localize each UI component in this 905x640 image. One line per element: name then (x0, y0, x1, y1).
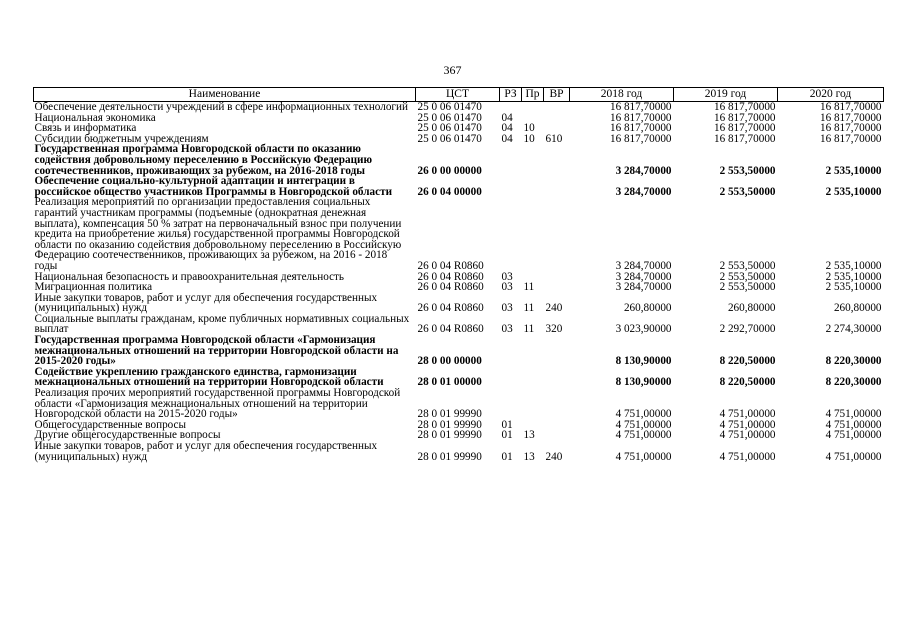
cell-2020: 2 535,10000 (825, 185, 882, 198)
cell-vr (544, 197, 570, 271)
cell-pr: 10 (523, 132, 535, 145)
cell-2019: 2 553,50000 (719, 185, 776, 198)
cell-cst: 28 0 00 00000 (417, 355, 482, 368)
cell-cst: 25 0 06 01470 (417, 132, 482, 145)
cell-2018: 3 284,70000 (615, 281, 672, 294)
cell-2019: 2 292,70000 (719, 323, 776, 336)
cell-name: Реализация прочих мероприятий государственной программы Новгородской области «Гармонизация межнациональных отношений на территории Новгородской области на 2015-2020 годы» (34, 387, 401, 421)
cell-cst: 25 0 06 01470 (417, 122, 482, 135)
cell-rz (500, 102, 522, 113)
header-2018: 2018 год (570, 88, 674, 102)
cell-pr: 11 (523, 302, 535, 315)
cell-cst: 25 0 06 01470 (417, 101, 482, 113)
cell-rz: 01 (501, 450, 513, 463)
cell-vr: 610 (545, 132, 563, 145)
cell-2020: 4 751,00000 (825, 418, 882, 431)
cell-2020: 4 751,00000 (825, 408, 882, 421)
cell-pr: 10 (523, 122, 535, 135)
cell-2018: 3 284,70000 (615, 270, 672, 283)
cell-pr (522, 388, 544, 420)
cell-2018: 4 751,00000 (615, 418, 672, 431)
cell-2020: 16 817,70000 (819, 101, 882, 113)
cell-name: Реализация мероприятий по организации предоставления социальных гарантий участникам программы (подъемные (однократная денежная выплата), компенсация 50 % затрат на первоначальный взнос при получении кредита на приобретение жилья) государственной программы Новгородской области по оказанию содействия добровольному переселению в Российскую Федерацию соотечественников, проживающих за рубежом, на 2016 - 2018 годы (34, 196, 402, 272)
cell-cst: 26 0 04 R0860 (417, 259, 484, 272)
table-row (34, 314, 884, 335)
cell-name: Связь и информатика (34, 122, 137, 135)
cell-rz: 03 (501, 323, 513, 336)
cell-2020: 16 817,70000 (819, 111, 882, 124)
cell-pr: 13 (523, 429, 535, 442)
cell-name: Обеспечение социально-культурной адаптации и интеграции в российское общество участников Программы в Новгородской области (34, 175, 393, 198)
cell-name: Общегосударственные вопросы (34, 418, 187, 431)
cell-pr (522, 367, 544, 388)
cell-2020: 4 751,00000 (825, 429, 882, 442)
cell-rz: 03 (501, 281, 513, 294)
cell-name: Обеспечение деятельности учреждений в сфере информационных технологий (34, 101, 408, 113)
cell-vr (544, 282, 570, 293)
table-row (34, 144, 884, 176)
cell-rz (500, 367, 522, 388)
cell-cst: 28 0 01 00000 (417, 376, 482, 389)
cell-2018: 4 751,00000 (615, 408, 672, 421)
cell-2018: 3 284,70000 (615, 164, 672, 177)
cell-2020: 16 817,70000 (819, 132, 882, 145)
cell-2018: 16 817,70000 (609, 122, 672, 135)
cell-cst: 26 0 04 R0860 (417, 323, 484, 336)
table-header-row (34, 88, 884, 102)
cell-2019: 4 751,00000 (719, 408, 776, 421)
cell-vr: 320 (545, 323, 563, 336)
cell-name: Содействие укреплению гражданского единства, гармонизации межнациональных отношений на территории Новгородской области (34, 365, 384, 389)
header-2020: 2020 год (778, 88, 884, 102)
cell-rz: 04 (501, 111, 513, 124)
cell-2020: 2 535,10000 (825, 259, 882, 272)
cell-name: Субсидии бюджетным учреждениям (34, 132, 209, 145)
cell-name: Национальная безопасность и правоохранительная деятельность (34, 270, 345, 283)
cell-2018: 16 817,70000 (609, 101, 672, 113)
cell-2020: 2 535,10000 (825, 270, 882, 283)
cell-rz (500, 388, 522, 420)
cell-vr: 240 (545, 450, 563, 463)
cell-pr: 13 (523, 450, 535, 463)
table-row (34, 293, 884, 314)
cell-cst: 26 0 04 R0860 (417, 281, 484, 294)
cell-pr (522, 144, 544, 176)
cell-name: Государственная программа Новгородской области по оказанию содействия добровольному переселению в Российскую Федерацию соотечественников, проживающих за рубежом, на 2016-2018 годы (34, 143, 373, 177)
cell-vr (544, 176, 570, 197)
cell-vr: 240 (545, 302, 563, 315)
cell-2018: 3 023,90000 (615, 323, 672, 336)
table-body (34, 102, 884, 463)
cell-pr (522, 176, 544, 197)
cell-vr (544, 420, 570, 431)
cell-vr (544, 335, 570, 367)
cell-rz: 04 (501, 122, 513, 135)
cell-2019: 8 220,50000 (719, 376, 776, 389)
table-row (34, 441, 884, 462)
page-number: 367 (443, 63, 462, 77)
cell-2019: 4 751,00000 (719, 429, 776, 442)
cell-2019: 4 751,00000 (719, 418, 776, 431)
cell-rz (500, 176, 522, 197)
header-rz: РЗ (500, 88, 522, 102)
cell-vr (544, 113, 570, 124)
cell-rz (500, 335, 522, 367)
cell-cst: 26 0 04 00000 (417, 185, 482, 198)
cell-name: Государственная программа Новгородской области «Гармонизация межнациональных отношений на территории Новгородской области на 2015-2020 годы» (34, 334, 399, 368)
cell-2018: 8 130,90000 (615, 355, 672, 368)
cell-pr (522, 197, 544, 271)
header-vr: ВР (544, 88, 570, 102)
cell-2020: 2 274,30000 (825, 323, 882, 336)
header-name: Наименование (34, 88, 416, 102)
cell-vr (544, 102, 570, 113)
cell-2020: 8 220,30000 (825, 355, 882, 368)
cell-cst: 26 0 00 00000 (417, 164, 482, 177)
cell-pr (522, 335, 544, 367)
cell-vr (544, 367, 570, 388)
cell-2019: 4 751,00000 (719, 450, 776, 463)
cell-name: Национальная экономика (34, 111, 156, 124)
cell-2019: 16 817,70000 (713, 111, 776, 124)
cell-rz: 04 (501, 132, 513, 145)
cell-2019: 8 220,50000 (719, 355, 776, 368)
cell-cst: 26 0 04 R0860 (417, 302, 484, 315)
cell-2019: 2 553,50000 (719, 281, 776, 294)
cell-cst: 26 0 04 R0860 (417, 270, 484, 283)
cell-2020: 4 751,00000 (825, 450, 882, 463)
cell-2019: 16 817,70000 (713, 101, 776, 113)
cell-rz: 01 (501, 418, 513, 431)
cell-name: Иные закупки товаров, работ и услуг для обеспечения государственных (муниципальных) нужд (34, 440, 378, 463)
table-row (34, 367, 884, 388)
cell-vr (544, 272, 570, 283)
cell-2019: 16 817,70000 (713, 132, 776, 145)
cell-name: Социальные выплаты гражданам, кроме публичных нормативных социальных выплат (34, 312, 410, 336)
cell-pr (522, 102, 544, 113)
cell-2019: 2 553,50000 (719, 259, 776, 272)
cell-name: Иные закупки товаров, работ и услуг для обеспечения государственных (муниципальных) нужд (34, 291, 378, 315)
cell-pr: 11 (523, 323, 535, 336)
cell-pr: 11 (523, 281, 535, 294)
cell-rz: 03 (501, 302, 513, 315)
cell-2019: 2 553,50000 (719, 270, 776, 283)
cell-cst: 28 0 01 99990 (417, 418, 482, 431)
cell-2018: 16 817,70000 (609, 111, 672, 124)
cell-vr (544, 388, 570, 420)
cell-2020: 260,80000 (833, 302, 882, 315)
cell-vr (544, 144, 570, 176)
cell-cst: 25 0 06 01470 (417, 111, 482, 124)
cell-cst: 28 0 01 99990 (417, 450, 482, 463)
cell-rz: 01 (501, 429, 513, 442)
cell-rz: 03 (501, 270, 513, 283)
cell-cst: 28 0 01 99990 (417, 429, 482, 442)
cell-2019: 260,80000 (727, 302, 776, 315)
table-row (34, 176, 884, 197)
cell-vr (544, 430, 570, 441)
cell-2018: 3 284,70000 (615, 185, 672, 198)
cell-2018: 8 130,90000 (615, 376, 672, 389)
cell-2018: 16 817,70000 (609, 132, 672, 145)
header-pr: Пр (522, 88, 544, 102)
cell-2018: 260,80000 (623, 302, 672, 315)
cell-2018: 3 284,70000 (615, 259, 672, 272)
header-cst: ЦСТ (416, 88, 500, 102)
cell-2020: 2 535,10000 (825, 281, 882, 294)
cell-2018: 4 751,00000 (615, 450, 672, 463)
table-row (34, 102, 884, 113)
cell-rz (500, 197, 522, 271)
cell-name: Другие общегосударственные вопросы (34, 429, 221, 442)
table-row (34, 388, 884, 420)
cell-2020: 2 535,10000 (825, 164, 882, 177)
cell-2020: 8 220,30000 (825, 376, 882, 389)
table-row (34, 335, 884, 367)
cell-2019: 16 817,70000 (713, 122, 776, 135)
cell-2020: 16 817,70000 (819, 122, 882, 135)
cell-name: Миграционная политика (34, 281, 153, 294)
cell-2019: 2 553,50000 (719, 164, 776, 177)
cell-2018: 4 751,00000 (615, 429, 672, 442)
cell-cst: 28 0 01 99990 (417, 408, 482, 421)
table-row (34, 197, 884, 271)
budget-table (33, 87, 884, 462)
header-2019: 2019 год (674, 88, 778, 102)
cell-rz (500, 144, 522, 176)
